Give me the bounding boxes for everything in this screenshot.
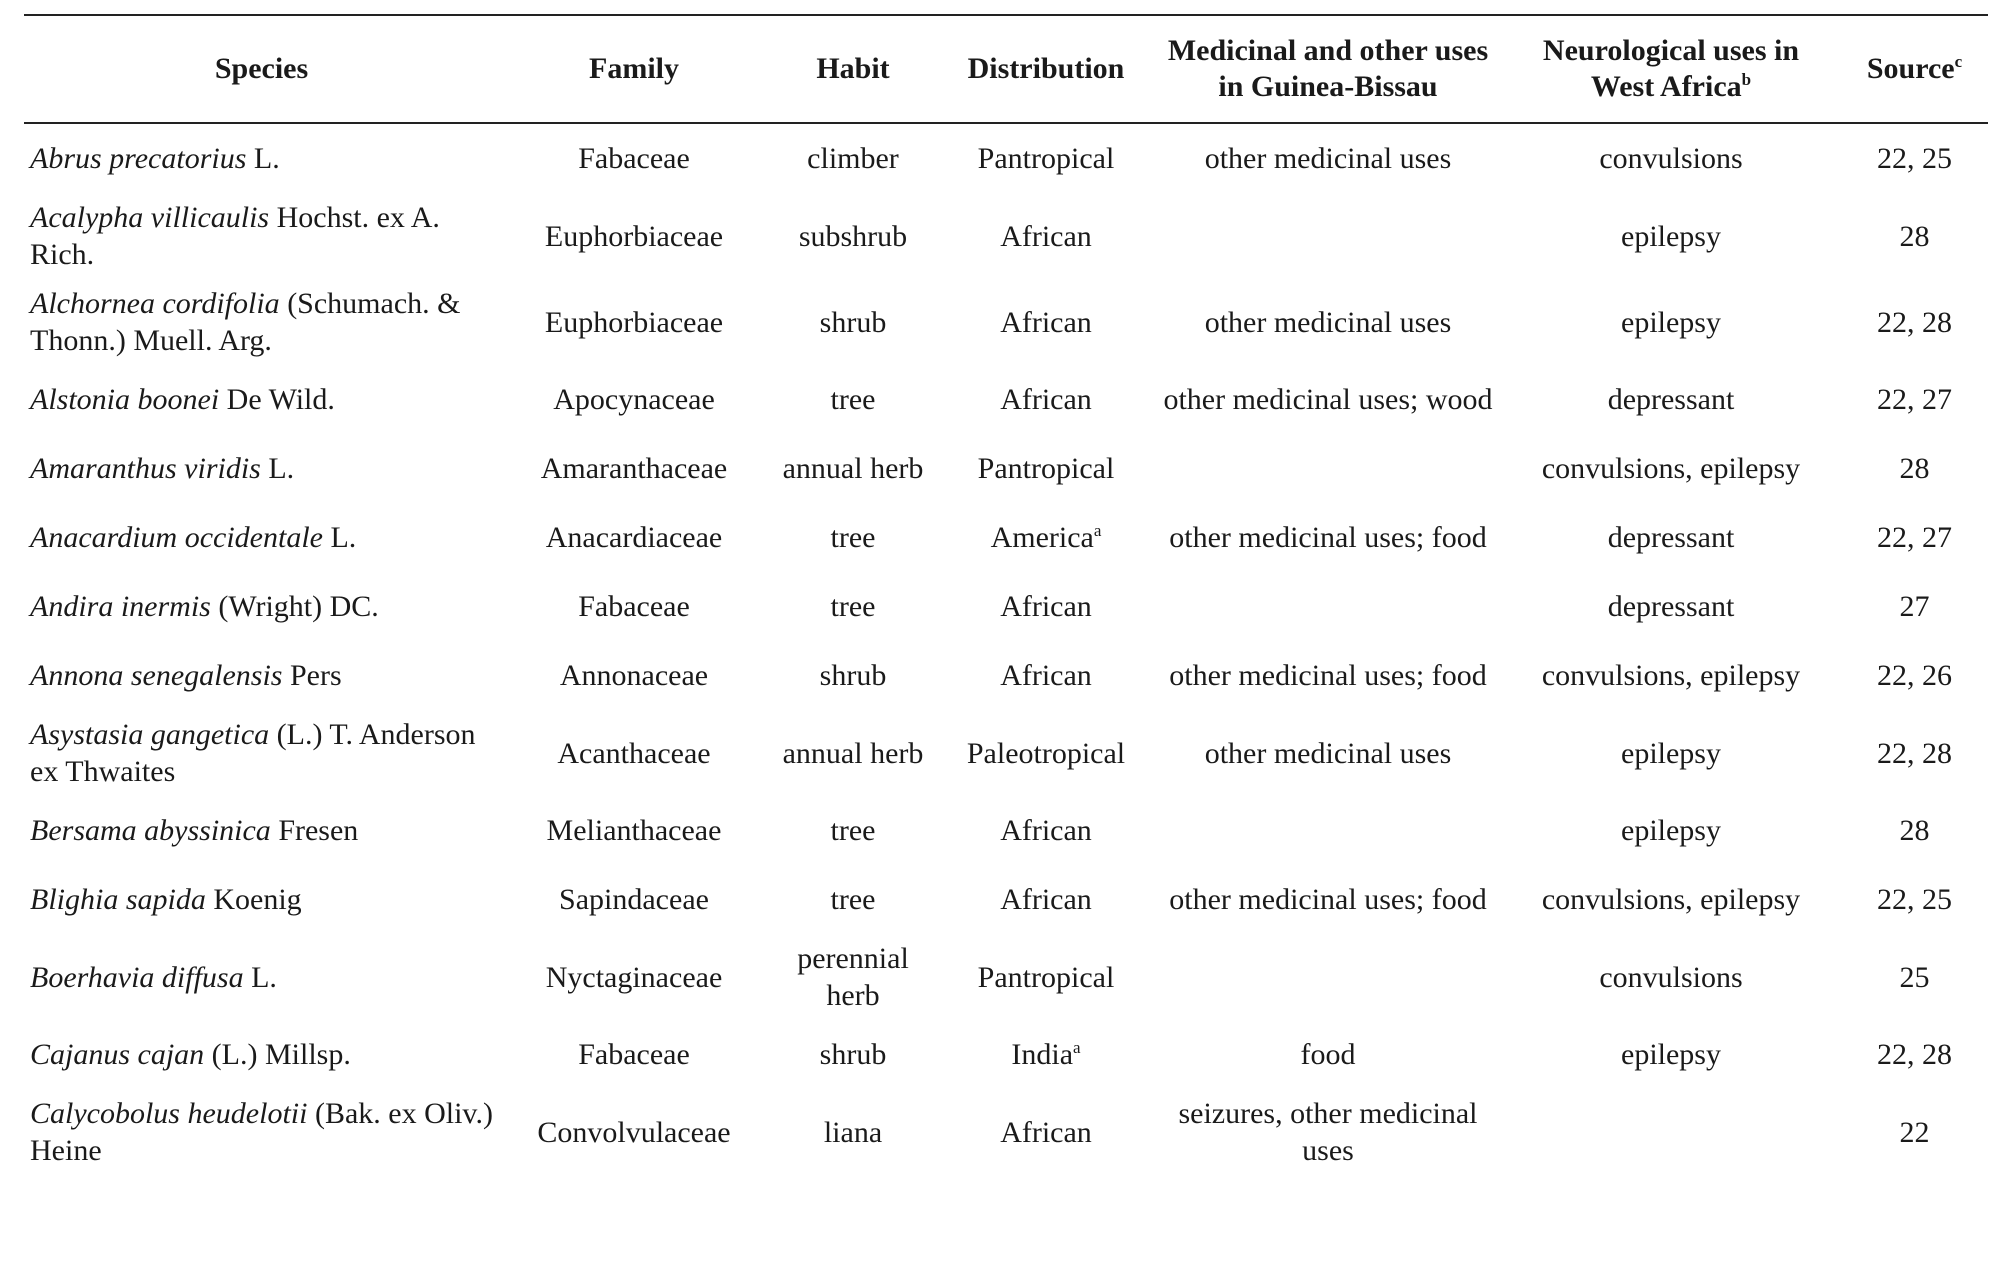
- medicinal-uses-cell: other medicinal uses; food: [1169, 883, 1487, 916]
- distribution-value: Pantropical: [977, 142, 1115, 175]
- species-cell: [24, 124, 499, 193]
- medicinal-uses-cell: other medicinal uses: [1204, 736, 1452, 770]
- medicinal-uses-cell: [1155, 934, 1501, 1020]
- table-row: [24, 710, 1988, 796]
- header-neurological-uses-line2: West Africa: [1590, 70, 1742, 103]
- distribution-cell: [937, 641, 1155, 710]
- distribution-value: African: [1000, 305, 1092, 339]
- habit-cell: shrub: [819, 305, 887, 339]
- header-source: [1841, 16, 1988, 122]
- distribution-cell: [937, 1020, 1155, 1089]
- distribution-value: African: [1000, 659, 1092, 692]
- family-cell: Anacardiaceae: [545, 521, 723, 554]
- source-cell: 22, 28: [1877, 305, 1952, 339]
- species-name: Blighia sapida: [30, 883, 206, 916]
- neurological-uses-cell: convulsions: [1599, 960, 1743, 994]
- habit-cell: tree: [830, 521, 876, 554]
- neurological-uses-cell: depressant: [1607, 383, 1735, 416]
- source-cell: 28: [1899, 814, 1930, 847]
- medicinal-uses-cell: other medicinal uses; food: [1169, 659, 1487, 692]
- table-row: [24, 279, 1988, 365]
- distribution-value: African: [1000, 883, 1092, 916]
- species-author: (Bak. ex Oliv.) Heine: [30, 1097, 493, 1167]
- neurological-uses-cell: convulsions, epilepsy: [1541, 452, 1801, 485]
- species-author: Fresen: [270, 814, 359, 847]
- neurological-uses-cell: convulsions: [1599, 142, 1743, 175]
- habit-cell: shrub: [819, 659, 887, 692]
- habit-cell: subshrub: [798, 219, 908, 253]
- medicinal-uses-cell: other medicinal uses: [1204, 305, 1452, 339]
- source-cell: 28: [1899, 219, 1930, 253]
- distribution-value: Pantropical: [977, 452, 1115, 485]
- habit-cell: liana: [823, 1115, 883, 1149]
- habit-cell: perennial herb: [797, 942, 909, 1012]
- family-cell: Fabaceae: [578, 590, 690, 623]
- habit-cell: annual herb: [782, 736, 924, 770]
- species-author: L.: [260, 452, 295, 485]
- header-source-footnote: c: [1954, 52, 1963, 71]
- distribution-cell: [937, 1089, 1155, 1175]
- distribution-value: America: [990, 521, 1094, 554]
- medicinal-uses-cell: food: [1300, 1038, 1356, 1071]
- family-cell: Amaranthaceae: [540, 452, 728, 485]
- family-cell: Nyctaginaceae: [545, 960, 723, 994]
- distribution-value: African: [1000, 219, 1092, 253]
- distribution-cell: [937, 503, 1155, 572]
- species-cell: [24, 641, 499, 710]
- neurological-uses-cell: epilepsy: [1621, 1038, 1721, 1071]
- species-author: Koenig: [205, 883, 302, 916]
- table-row: [24, 865, 1988, 934]
- source-cell: 22, 27: [1877, 383, 1952, 416]
- habit-cell: shrub: [819, 1038, 887, 1071]
- family-cell: Apocynaceae: [553, 383, 715, 416]
- species-cell: [24, 865, 499, 934]
- distribution-cell: [937, 279, 1155, 365]
- neurological-uses-cell: convulsions, epilepsy: [1541, 883, 1801, 916]
- header-species: Species: [214, 52, 309, 85]
- family-cell: Convolvulaceae: [537, 1115, 731, 1149]
- habit-cell: tree: [830, 383, 876, 416]
- distribution-value: African: [1000, 814, 1092, 847]
- species-name: Amaranthus viridis: [30, 452, 261, 485]
- distribution-cell: [937, 572, 1155, 641]
- source-cell: 22, 25: [1877, 883, 1952, 916]
- distribution-value: African: [1000, 590, 1092, 623]
- habit-cell: tree: [830, 814, 876, 847]
- species-cell: [24, 796, 499, 865]
- species-author: (L.) T. Anderson ex Thwaites: [30, 718, 476, 788]
- source-cell: 22, 28: [1877, 736, 1952, 770]
- header-neurological-footnote: b: [1741, 70, 1752, 89]
- neurological-uses-cell: depressant: [1607, 521, 1735, 554]
- table-row: [24, 641, 1988, 710]
- family-cell: Fabaceae: [578, 142, 690, 175]
- distribution-value: Paleotropical: [966, 736, 1126, 770]
- distribution-cell: [937, 710, 1155, 796]
- neurological-uses-cell: convulsions, epilepsy: [1541, 659, 1801, 692]
- species-cell: [24, 572, 499, 641]
- species-table-body: [24, 124, 1988, 1175]
- species-author: Pers: [282, 659, 342, 692]
- species-cell: [24, 365, 499, 434]
- species-cell: [24, 1089, 499, 1175]
- distribution-footnote: a: [1073, 1038, 1081, 1057]
- neurological-uses-cell: depressant: [1607, 590, 1735, 623]
- family-cell: Acanthaceae: [557, 736, 711, 770]
- medicinal-uses-cell: other medicinal uses; food: [1169, 521, 1487, 554]
- medicinal-uses-cell: [1155, 434, 1501, 503]
- medicinal-uses-cell: other medicinal uses: [1204, 142, 1452, 175]
- neurological-uses-cell: epilepsy: [1621, 736, 1721, 770]
- distribution-value: India: [1011, 1038, 1074, 1071]
- header-source-label: Source: [1866, 52, 1955, 85]
- species-cell: [24, 934, 499, 1020]
- medicinal-uses-cell: seizures, other medicinal uses: [1178, 1097, 1478, 1167]
- header-medicinal-uses-line1: Medicinal and other uses: [1167, 34, 1489, 67]
- neurological-uses-cell: epilepsy: [1621, 219, 1721, 253]
- species-name: Alchornea cordifolia: [30, 287, 280, 320]
- species-cell: [24, 1020, 499, 1089]
- source-cell: 28: [1899, 452, 1930, 485]
- distribution-cell: [937, 865, 1155, 934]
- family-cell: Annonaceae: [559, 659, 709, 692]
- habit-cell: annual herb: [782, 452, 924, 485]
- habit-cell: tree: [830, 883, 876, 916]
- species-name: Andira inermis: [30, 590, 211, 623]
- family-cell: Fabaceae: [578, 1038, 690, 1071]
- table-row: [24, 124, 1988, 193]
- distribution-cell: [937, 193, 1155, 279]
- source-cell: 22, 27: [1877, 521, 1952, 554]
- habit-cell: climber: [807, 142, 899, 175]
- header-neurological-uses-line1: Neurological uses in: [1542, 34, 1800, 67]
- species-name: Acalypha villicaulis: [30, 201, 270, 234]
- species-author: De Wild.: [219, 383, 335, 416]
- species-name: Boerhavia diffusa: [30, 960, 244, 994]
- source-cell: 22, 26: [1877, 659, 1952, 692]
- source-cell: 22, 25: [1877, 142, 1952, 175]
- medicinal-uses-cell: [1155, 572, 1501, 641]
- species-name: Cajanus cajan: [30, 1038, 205, 1071]
- neurological-uses-cell: epilepsy: [1621, 305, 1721, 339]
- distribution-footnote: a: [1093, 521, 1102, 540]
- table-row: [24, 934, 1988, 1020]
- table-row: [24, 365, 1988, 434]
- source-cell: 22, 28: [1877, 1038, 1952, 1071]
- header-row: [24, 16, 1988, 122]
- family-cell: Euphorbiaceae: [544, 305, 724, 339]
- species-author: (L.) Millsp.: [204, 1038, 351, 1071]
- header-habit: Habit: [816, 52, 890, 85]
- distribution-value: Pantropical: [977, 960, 1115, 994]
- table-row: [24, 434, 1988, 503]
- table-row: [24, 193, 1988, 279]
- species-author: L.: [322, 521, 357, 554]
- species-name: Alstonia boonei: [30, 383, 220, 416]
- species-author: L.: [243, 960, 277, 994]
- header-neurological-uses: [1501, 16, 1841, 122]
- distribution-cell: [937, 434, 1155, 503]
- species-author: (Schumach. & Thonn.) Muell. Arg.: [30, 287, 461, 357]
- species-name: Annona senegalensis: [30, 659, 283, 692]
- table-row: [24, 572, 1988, 641]
- species-author: Hochst. ex A. Rich.: [30, 201, 440, 271]
- species-author: L.: [246, 142, 280, 175]
- table-row: [24, 1089, 1988, 1175]
- family-cell: Sapindaceae: [559, 883, 709, 916]
- species-name: Abrus precatorius: [30, 142, 247, 175]
- distribution-cell: [937, 796, 1155, 865]
- distribution-value: African: [1000, 383, 1092, 416]
- distribution-cell: [937, 934, 1155, 1020]
- species-cell: [24, 434, 499, 503]
- distribution-value: African: [1000, 1115, 1092, 1149]
- medicinal-uses-cell: [1155, 193, 1501, 279]
- source-cell: 27: [1899, 590, 1930, 623]
- source-cell: 25: [1899, 960, 1930, 994]
- header-distribution: Distribution: [967, 52, 1125, 85]
- table-row: [24, 796, 1988, 865]
- species-name: Anacardium occidentale: [30, 521, 323, 554]
- habit-cell: tree: [830, 590, 876, 623]
- header-medicinal-uses: [1155, 16, 1501, 122]
- distribution-cell: [937, 365, 1155, 434]
- medicinal-uses-cell: other medicinal uses; wood: [1163, 383, 1493, 416]
- species-table-container: [24, 14, 1988, 1175]
- distribution-cell: [937, 124, 1155, 193]
- species-cell: [24, 279, 499, 365]
- medicinal-uses-cell: [1155, 796, 1501, 865]
- species-cell: [24, 193, 499, 279]
- header-medicinal-uses-line2: in Guinea-Bissau: [1218, 70, 1438, 103]
- species-cell: [24, 503, 499, 572]
- table-row: [24, 1020, 1988, 1089]
- species-author: (Wright) DC.: [210, 590, 379, 623]
- species-name: Bersama abyssinica: [30, 814, 271, 847]
- header-family: Family: [589, 52, 679, 85]
- neurological-uses-cell: epilepsy: [1621, 814, 1721, 847]
- neurological-uses-cell: [1501, 1089, 1841, 1175]
- species-cell: [24, 710, 499, 796]
- table-row: [24, 503, 1988, 572]
- species-table: [24, 16, 1988, 122]
- source-cell: 22: [1899, 1115, 1930, 1149]
- species-name: Asystasia gangetica: [30, 718, 270, 751]
- family-cell: Euphorbiaceae: [544, 219, 724, 253]
- species-name: Calycobolus heudelotii: [30, 1097, 308, 1130]
- family-cell: Melianthaceae: [546, 814, 722, 847]
